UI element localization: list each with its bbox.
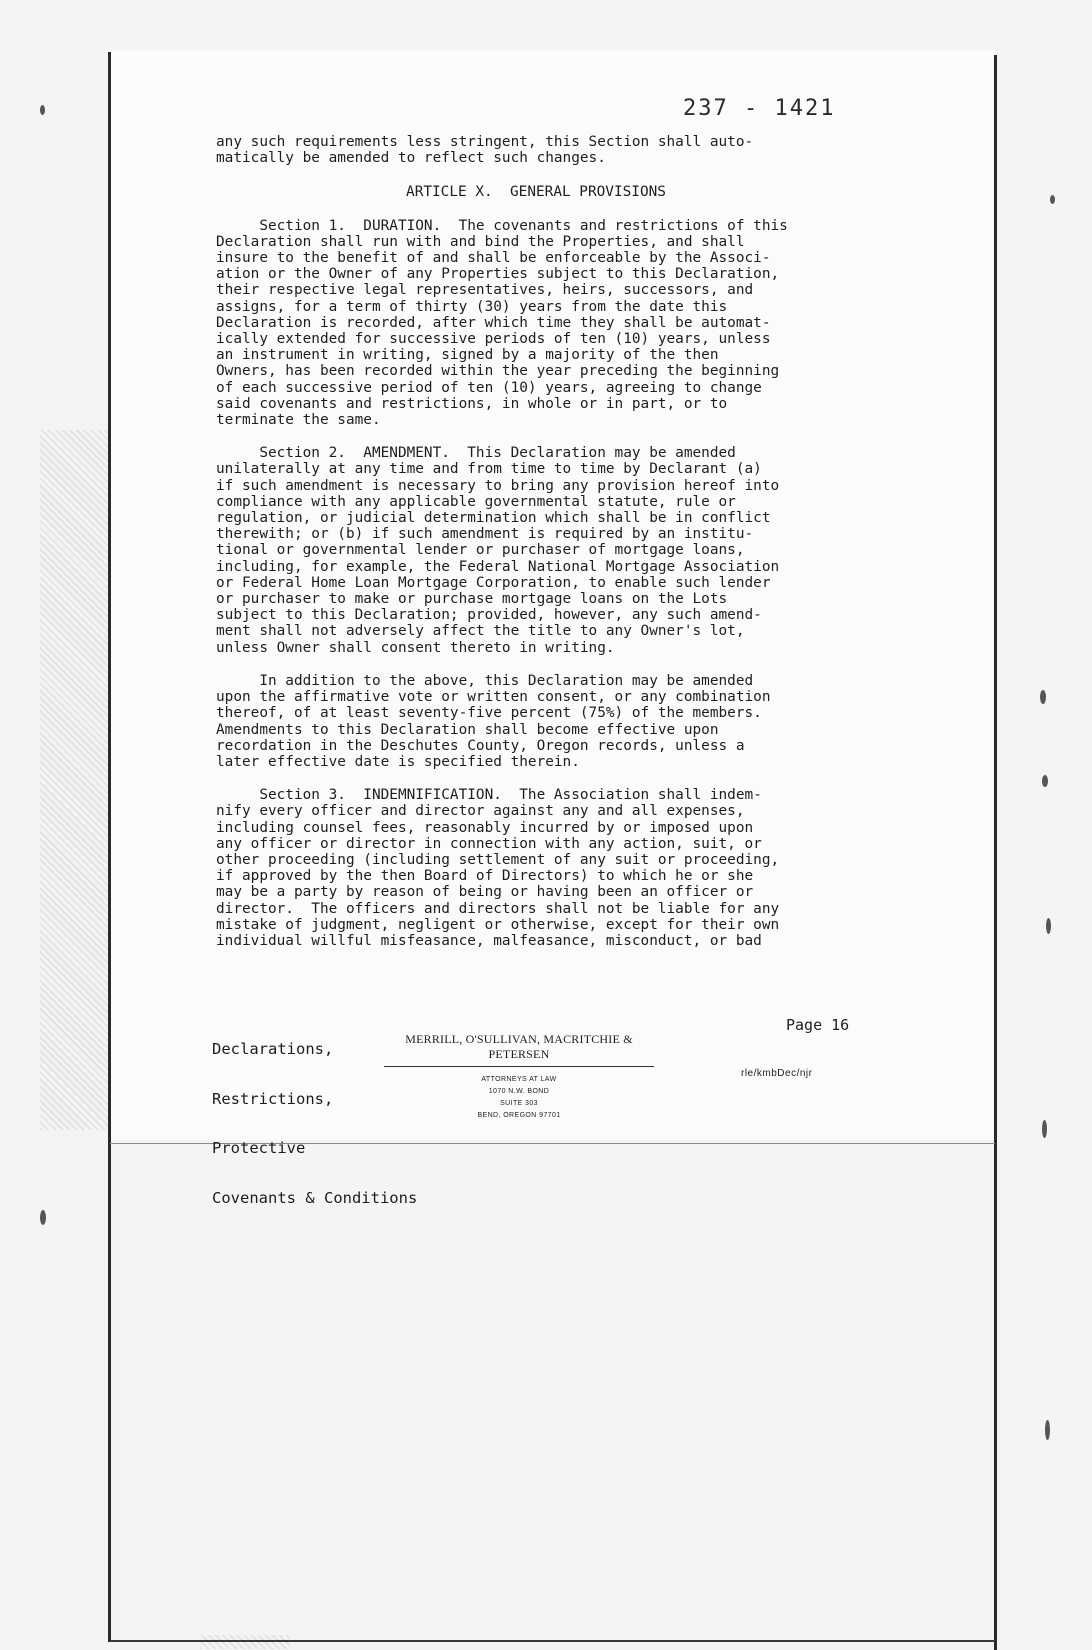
intro-line: any such requirements less stringent, this Section shall auto- [216, 134, 754, 150]
addition-line: recordation in the Deschutes County, Oregon records, unless a [216, 737, 745, 754]
section2-line: Section 2. AMENDMENT. This Declaration may be amended [216, 445, 736, 462]
scan-speck [1045, 1420, 1050, 1440]
intro-line: matically be amended to reflect such changes. [216, 150, 606, 167]
page-number: Page 16 [786, 1016, 850, 1034]
section3-line: other proceeding (including settlement of any suit or proceeding, [216, 851, 780, 868]
section1-line: said covenants and restrictions, in whole or in part, or to [216, 395, 728, 412]
reference-code: rle/kmbDec/njr [741, 1068, 813, 1079]
section3-line: nify every officer and director against any and all expenses, [216, 803, 745, 820]
section2-line: or Federal Home Loan Mortgage Corporation, to enable such lender [216, 574, 771, 591]
section3-line: individual willful misfeasance, malfeasance, misconduct, or bad [216, 932, 762, 949]
firm-line: SUITE 303 [500, 1100, 538, 1107]
section1-line: of each successive period of ten (10) years, agreeing to change [216, 379, 762, 396]
section2-line: subject to this Declaration; provided, however, any such amend- [216, 607, 762, 624]
scan-speck [1042, 1120, 1047, 1138]
firm-line: ATTORNEYS AT LAW [481, 1076, 557, 1083]
scan-speck [1040, 690, 1046, 704]
document-number: 237 - 1421 [683, 96, 836, 121]
document-body [216, 134, 896, 949]
section2-line: regulation, or judicial determination which shall be in conflict [216, 510, 771, 527]
firm-line: 1070 N.W. BOND [488, 1088, 550, 1095]
article-heading: ARTICLE X. GENERAL PROVISIONS [406, 184, 666, 201]
section1-line: insure to the benefit of and shall be enforceable by the Associ- [216, 250, 771, 267]
section1-line: an instrument in writing, signed by a majority of the then [216, 347, 719, 364]
section3-line: including counsel fees, reasonably incurred by or imposed upon [216, 819, 754, 836]
scan-speck [40, 105, 45, 115]
firm-name: MERRILL, O'SULLIVAN, MACRITCHIE & PETERSEN [384, 1032, 654, 1067]
section2-line: or purchaser to make or purchase mortgage loans on the Lots [216, 591, 728, 608]
addition-line: In addition to the above, this Declaration may be amended [216, 672, 754, 689]
section1-line: Owners, has been recorded within the year preceding the beginning [216, 363, 780, 380]
section3-line: mistake of judgment, negligent or otherwise, except for their own [216, 916, 780, 933]
addition-line: thereof, of at least seventy-five percent (75%) of the members. [216, 705, 762, 722]
section2-line: unilaterally at any time and from time to time by Declarant (a) [216, 461, 762, 478]
section2-line: if such amendment is necessary to bring any provision hereof into [216, 477, 780, 494]
law-firm-block [384, 1032, 654, 1122]
firm-line: BEND, OREGON 97701 [477, 1112, 561, 1119]
footer-title-line: Restrictions, [212, 1089, 334, 1108]
section2-line: therewith; or (b) if such amendment is required by an institu- [216, 526, 754, 543]
scan-noise-bottom [200, 1635, 290, 1649]
addition-line: later effective date is specified therein. [216, 753, 580, 770]
scan-border-right [994, 55, 997, 1650]
section3-line: director. The officers and directors shall not be liable for any [216, 900, 780, 917]
addition-line: Amendments to this Declaration shall become effective upon [216, 721, 719, 738]
section2-line: compliance with any applicable governmental statute, rule or [216, 493, 736, 510]
addition-line: upon the affirmative vote or written consent, or any combination [216, 689, 771, 706]
section1-line: ically extended for successive periods of ten (10) years, unless [216, 331, 771, 348]
footer-title-line: Protective [212, 1139, 306, 1157]
section2-line: unless Owner shall consent thereto in writing. [216, 639, 615, 656]
scan-border-left [108, 52, 111, 1642]
section2-line: ment shall not adversely affect the title to any Owner's lot, [216, 623, 745, 640]
footer-title-line: Covenants & Conditions [212, 1188, 418, 1207]
scan-speck [40, 1210, 46, 1225]
section3-line: any officer or director in connection with any action, suit, or [216, 835, 762, 852]
section1-line: ation or the Owner of any Properties subject to this Declaration, [216, 266, 780, 283]
section3-line: may be a party by reason of being or having been an officer or [216, 884, 754, 901]
section1-line: Section 1. DURATION. The covenants and restrictions of this [216, 217, 788, 234]
scan-speck [1046, 918, 1051, 934]
scan-speck [1042, 775, 1048, 787]
section3-line: if approved by the then Board of Directors) to which he or she [216, 868, 754, 885]
section1-line: Declaration shall run with and bind the Properties, and shall [216, 233, 745, 250]
section1-line: their respective legal representatives, heirs, successors, and [216, 282, 754, 299]
scan-noise-left [40, 430, 108, 1130]
scan-speck [1050, 195, 1055, 204]
section1-line: Declaration is recorded, after which time they shall be automat- [216, 314, 771, 331]
section2-line: tional or governmental lender or purchaser of mortgage loans, [216, 542, 745, 559]
footer-title-line: Declarations, [212, 1040, 334, 1058]
section1-line: terminate the same. [216, 412, 381, 429]
section1-line: assigns, for a term of thirty (30) years from the date this [216, 298, 728, 315]
section3-line: Section 3. INDEMNIFICATION. The Association shall indem- [216, 787, 762, 804]
section2-line: including, for example, the Federal National Mortgage Association [216, 558, 780, 575]
